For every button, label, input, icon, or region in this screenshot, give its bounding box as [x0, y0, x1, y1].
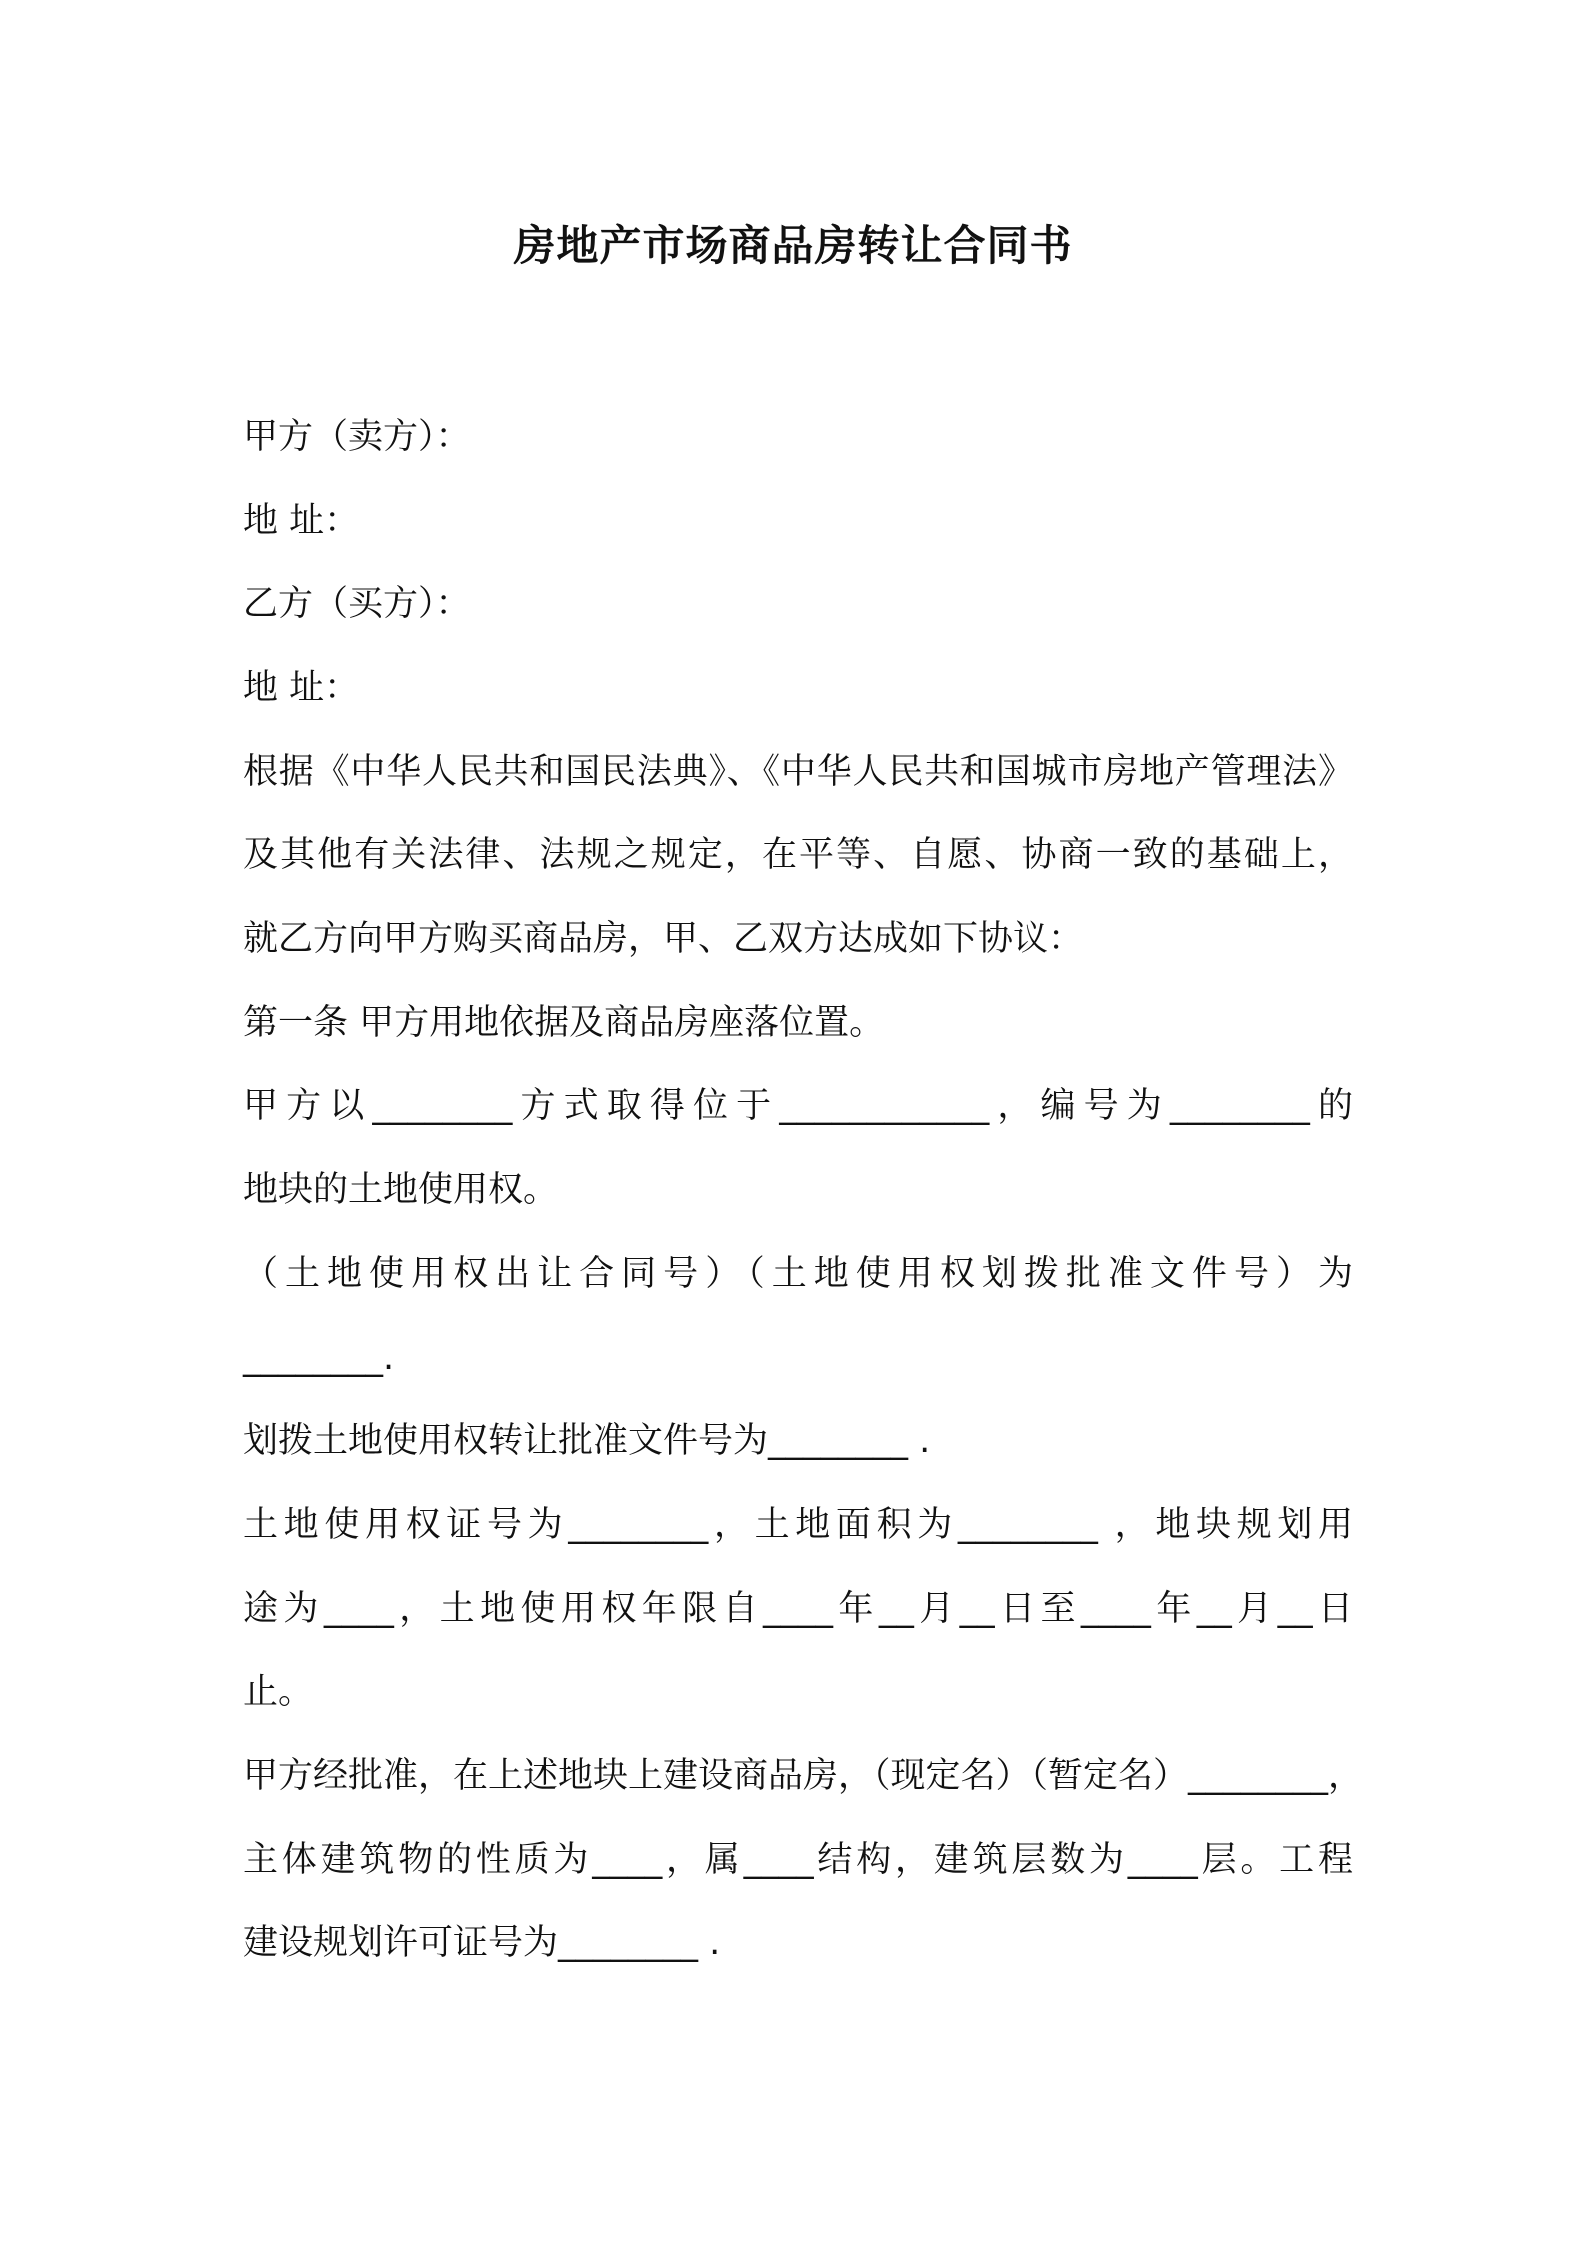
article-1-heading: 第一条 甲方用地依据及商品房座落位置。 [243, 1003, 885, 1043]
article-1-line-8: 止。 [243, 1672, 314, 1712]
article-1-line-4: ________. [243, 1338, 395, 1378]
article-1-line-11: 建设规划许可证号为________ . [243, 1923, 721, 1963]
article-1-line-9: 甲方经批准，在上述地块上建设商品房，（现定名）（暂定名）________， [243, 1756, 1364, 1796]
party-a-address-label: 地 址： [243, 501, 360, 541]
party-b-buyer-label: 乙方（买方）： [243, 584, 471, 624]
article-1-line-10: 主体建筑物的性质为____，属____结构，建筑层数为____层。工程 [243, 1840, 1353, 1880]
article-1-line-7: 途为____，土地使用权年限自____年__月__日至____年__月__日 [243, 1589, 1353, 1629]
party-b-address-label: 地 址： [243, 668, 360, 708]
article-1-line-5: 划拨土地使用权转让批准文件号为________ . [243, 1421, 931, 1461]
article-1-line-3: （土地使用权出让合同号）（土地使用权划拨批准文件号）为 [243, 1254, 1353, 1294]
document-title: 房地产市场商品房转让合同书 [513, 221, 1073, 270]
party-a-seller-label: 甲方（卖方）： [243, 417, 471, 457]
preamble-line-2: 及其他有关法律、法规之规定，在平等、自愿、协商一致的基础上， [243, 835, 1353, 875]
preamble-line-3: 就乙方向甲方购买商品房，甲、乙双方达成如下协议： [243, 919, 1084, 959]
article-1-line-6: 土地使用权证号为________，土地面积为________ ，地块规划用 [243, 1505, 1353, 1545]
article-1-line-1: 甲方以________方式取得位于____________，编号为________的 [243, 1086, 1353, 1126]
article-1-line-2: 地块的土地使用权。 [243, 1170, 559, 1210]
preamble-line-1: 根据《中华人民共和国民法典》、《中华人民共和国城市房地产管理法》 [243, 752, 1353, 792]
